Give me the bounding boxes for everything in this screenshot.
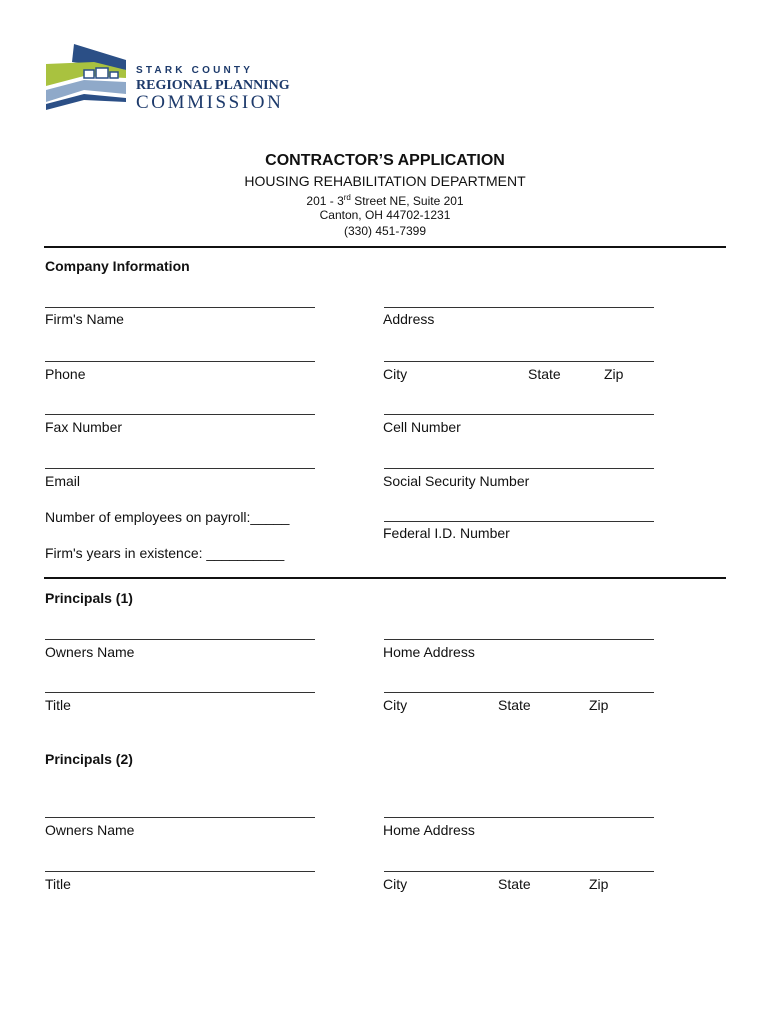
email-label: Email	[45, 473, 81, 489]
owners-name-label: Owners Name	[45, 644, 135, 660]
city-line: Canton, OH 44702-1231	[319, 208, 451, 222]
street-address-sup: rd	[343, 193, 351, 202]
cell-field[interactable]	[384, 414, 654, 415]
section-heading-principals-2: Principals (2)	[45, 751, 133, 767]
street-address	[0, 193, 770, 208]
city-label: City	[383, 697, 408, 713]
ssn-label: Social Security Number	[383, 473, 530, 489]
address-field[interactable]	[384, 307, 654, 308]
city-label: City	[383, 366, 408, 382]
address-label: Address	[383, 311, 435, 327]
section-divider	[44, 577, 726, 579]
owners-name-field[interactable]	[45, 817, 315, 818]
firms-name-field[interactable]	[45, 307, 315, 308]
section-divider	[44, 246, 726, 248]
city-label: City	[383, 876, 408, 892]
state-label: State	[498, 697, 531, 713]
title-label: Title	[45, 876, 71, 892]
phone-field[interactable]	[45, 361, 315, 362]
zip-label: Zip	[604, 366, 624, 382]
state-label: State	[498, 876, 531, 892]
title-field[interactable]	[45, 692, 315, 693]
home-address-field[interactable]	[384, 817, 654, 818]
logo-line-1: STARK COUNTY	[136, 65, 254, 76]
street-address-post: Street NE, Suite 201	[350, 194, 464, 208]
title-label: Title	[45, 697, 71, 713]
organization-logo	[44, 42, 304, 114]
phone-label: Phone	[45, 366, 86, 382]
state-label: State	[528, 366, 561, 382]
logo-line-3: COMMISSION	[136, 92, 284, 113]
federal-id-field[interactable]	[384, 521, 654, 522]
department-name: HOUSING REHABILITATION DEPARTMENT	[244, 173, 526, 189]
section-heading-company: Company Information	[45, 258, 190, 274]
section-heading-principals-1: Principals (1)	[45, 590, 133, 606]
firms-name-label: Firm's Name	[45, 311, 124, 327]
city-state-zip-field[interactable]	[384, 692, 654, 693]
title-field[interactable]	[45, 871, 315, 872]
home-address-label: Home Address	[383, 644, 475, 660]
zip-label: Zip	[589, 876, 609, 892]
city-state-zip-field[interactable]	[384, 871, 654, 872]
city-state-zip-field[interactable]	[384, 361, 654, 362]
federal-id-label: Federal I.D. Number	[383, 525, 510, 541]
years-label: Firm's years in existence: __________	[45, 545, 285, 561]
employees-label: Number of employees on payroll:_____	[45, 509, 290, 525]
owners-name-field[interactable]	[45, 639, 315, 640]
document-title: CONTRACTOR’S APPLICATION	[265, 152, 505, 169]
home-address-field[interactable]	[384, 639, 654, 640]
home-address-label: Home Address	[383, 822, 475, 838]
ssn-field[interactable]	[384, 468, 654, 469]
cell-label: Cell Number	[383, 419, 461, 435]
owners-name-label: Owners Name	[45, 822, 135, 838]
phone-line: (330) 451-7399	[343, 224, 427, 238]
fax-label: Fax Number	[45, 419, 123, 435]
email-field[interactable]	[45, 468, 315, 469]
logo-mark-icon	[44, 42, 134, 114]
street-address-pre: 201 - 3	[306, 194, 344, 208]
logo-line-2: REGIONAL PLANNING	[136, 78, 290, 93]
zip-label: Zip	[589, 697, 609, 713]
fax-field[interactable]	[45, 414, 315, 415]
